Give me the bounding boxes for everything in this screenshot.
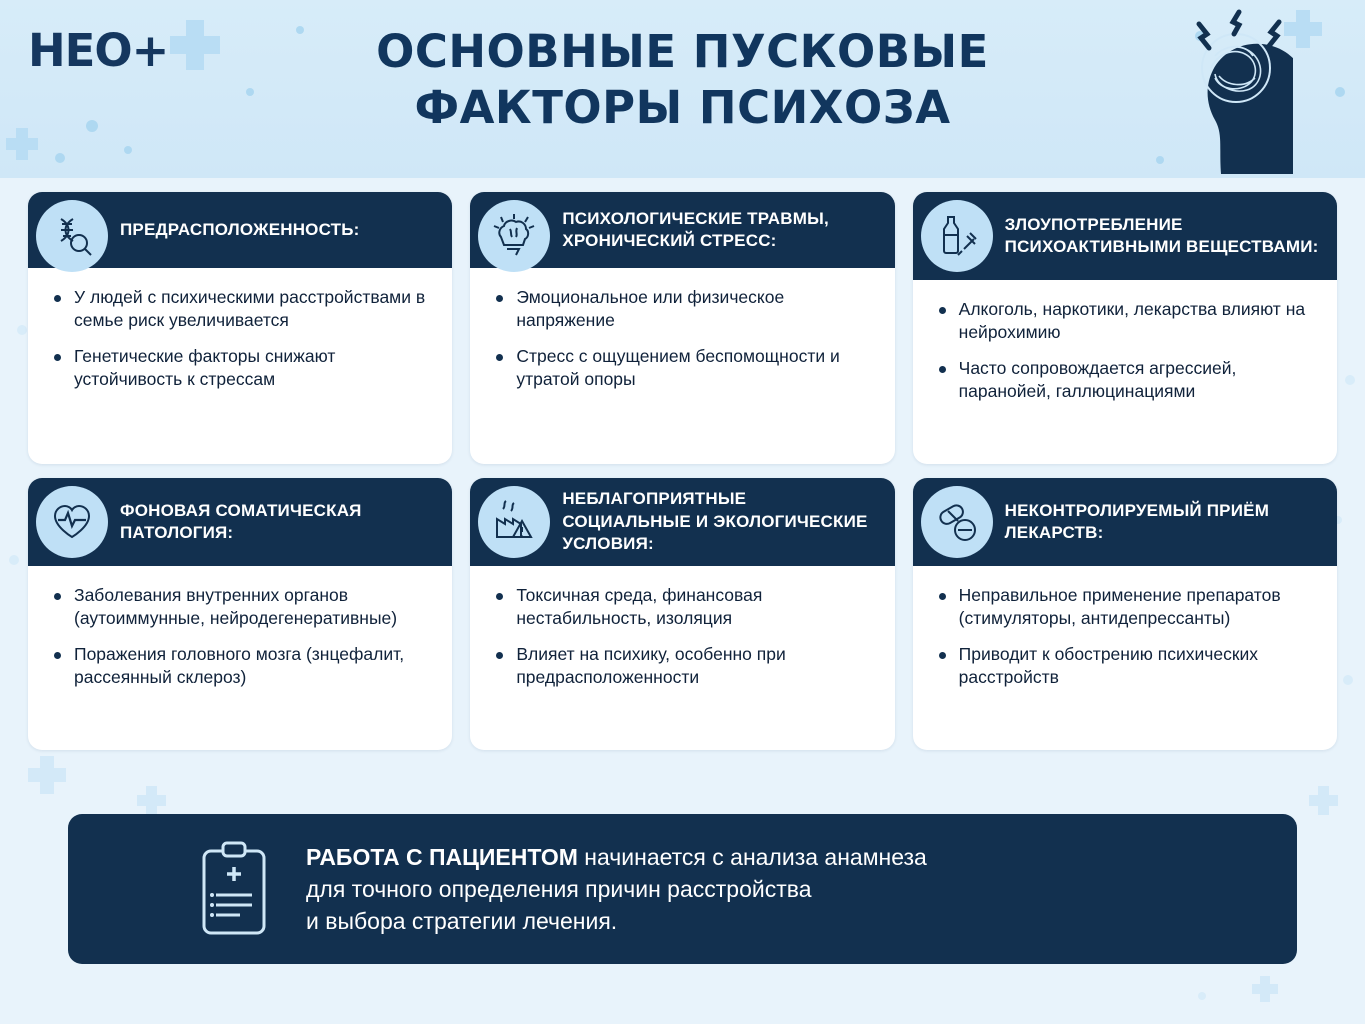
factory-warning-icon xyxy=(478,486,550,558)
bottle-syringe-icon xyxy=(921,200,993,272)
list-item: Поражения головного мозга (знцефалит, рассеянный склероз) xyxy=(50,643,434,690)
list-item: Часто сопровождается агрессией, паранойей, галлюцинациями xyxy=(935,357,1319,404)
card-body xyxy=(28,566,452,712)
card-body xyxy=(913,280,1337,426)
card-title: ПРЕДРАСПОЛОЖЕННОСТЬ: xyxy=(120,219,360,239)
card-points xyxy=(935,584,1319,690)
factor-cards-grid xyxy=(28,192,1337,750)
list-item: Приводит к обострению психических расстройств xyxy=(935,643,1319,690)
brain-stress-icon xyxy=(478,200,550,272)
dna-magnifier-icon xyxy=(36,200,108,272)
list-item: Алкоголь, наркотики, лекарства влияют на нейрохимию xyxy=(935,298,1319,345)
card-body xyxy=(913,566,1337,712)
card-somatic-pathology xyxy=(28,478,452,750)
card-social-ecological xyxy=(470,478,894,750)
page-title-line2: ФАКТОРЫ ПСИХОЗА xyxy=(414,81,951,135)
card-substance-abuse xyxy=(913,192,1337,464)
card-header xyxy=(470,192,894,268)
card-body xyxy=(470,566,894,712)
clipboard-medical-icon xyxy=(190,839,282,939)
card-trauma-stress xyxy=(470,192,894,464)
brand-logo-text: НЕО+ xyxy=(28,24,169,77)
card-points xyxy=(935,298,1319,404)
card-header xyxy=(28,478,452,566)
card-header xyxy=(28,192,452,268)
card-uncontrolled-medication xyxy=(913,478,1337,750)
footer-line1 xyxy=(306,841,927,873)
card-predisposition xyxy=(28,192,452,464)
list-item: Токсичная среда, финансовая нестабильность, изоляция xyxy=(492,584,876,631)
card-points xyxy=(50,584,434,690)
card-points xyxy=(492,286,876,392)
card-body xyxy=(470,268,894,414)
card-title: НЕКОНТРОЛИРУЕМЫЙ ПРИЁМ ЛЕКАРСТВ: xyxy=(1004,500,1270,542)
card-header xyxy=(470,478,894,566)
list-item: Влияет на психику, особенно при предрасположенности xyxy=(492,643,876,690)
card-title: ЗЛОУПОТРЕБЛЕНИЕ ПСИХОАКТИВНЫМИ ВЕЩЕСТВАМИ: xyxy=(1004,214,1319,256)
card-points xyxy=(50,286,434,392)
card-title: ПСИХОЛОГИЧЕСКИЕ ТРАВМЫ, ХРОНИЧЕСКИЙ СТРЕСС: xyxy=(562,208,829,250)
footer-line2: для точного определения причин расстройства xyxy=(306,875,812,902)
card-body xyxy=(28,268,452,414)
poster-header xyxy=(0,0,1365,178)
footer-banner xyxy=(68,814,1297,964)
list-item: Неправильное применение препаратов (стимуляторы, антидепрессанты) xyxy=(935,584,1319,631)
list-item: Заболевания внутренних органов (аутоиммунные, нейродегенеративные) xyxy=(50,584,434,631)
footer-rest: начинается с анализа анамнеза xyxy=(577,843,927,870)
card-title: НЕБЛАГОПРИЯТНЫЕ СОЦИАЛЬНЫЕ И ЭКОЛОГИЧЕСКИЕ УСЛОВИЯ: xyxy=(562,489,868,554)
card-header xyxy=(913,478,1337,566)
footer-lead: РАБОТА С ПАЦИЕНТОМ xyxy=(306,843,578,870)
card-title: ФОНОВАЯ СОМАТИЧЕСКАЯ ПАТОЛОГИЯ: xyxy=(120,500,362,542)
card-points xyxy=(492,584,876,690)
list-item: Стресс с ощущением беспомощности и утратой опоры xyxy=(492,345,876,392)
pills-icon xyxy=(921,486,993,558)
page-title-line1: ОСНОВНЫЕ ПУСКОВЫЕ xyxy=(376,25,989,78)
head-with-tangled-thoughts-icon xyxy=(1103,6,1293,174)
list-item: У людей с психическими расстройствами в семье риск увеличивается xyxy=(50,286,434,333)
list-item: Генетические факторы снижают устойчивость к стрессам xyxy=(50,345,434,392)
heart-pulse-icon xyxy=(36,486,108,558)
footer-text xyxy=(306,841,927,938)
card-header xyxy=(913,192,1337,280)
list-item: Эмоциональное или физическое напряжение xyxy=(492,286,876,333)
footer-line3: и выбора стратегии лечения. xyxy=(306,908,618,935)
